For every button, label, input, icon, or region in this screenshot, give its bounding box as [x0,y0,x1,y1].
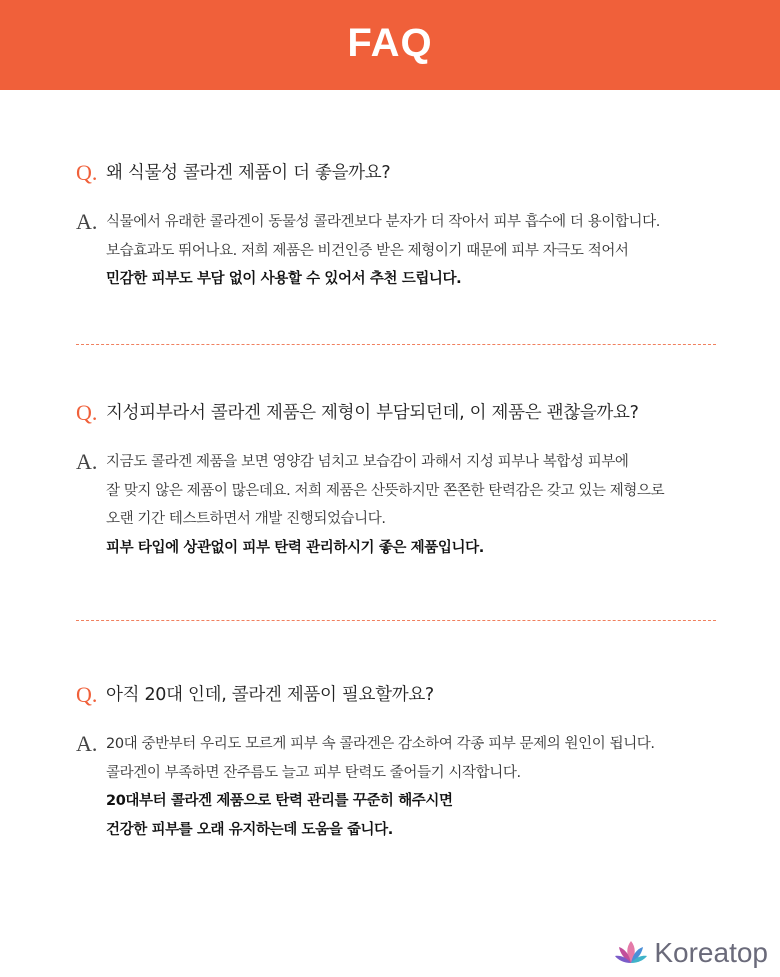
faq-answer-row [76,448,736,562]
answer-mark: A. [76,449,98,474]
question-mark: Q. [76,682,98,707]
answer-line-highlight: 피부 타입에 상관없이 피부 탄력 관리하시기 좋은 제품입니다. [106,539,484,556]
answer-line: 식물에서 유래한 콜라겐이 동물성 콜라겐보다 분자가 더 작아서 피부 흡수에 더 용이합니다. [106,214,660,230]
question-mark: Q. [76,160,98,185]
answer-line: 콜라겐이 부족하면 잔주름도 늘고 피부 탄력도 줄어들기 시작합니다. [106,764,521,781]
faq-question: 아직 20대 인데, 콜라겐 제품이 필요할까요? [106,685,434,705]
lotus-icon [614,939,648,967]
question-mark: Q. [76,400,98,425]
faq-answer [106,448,664,562]
faq-answer-row [76,208,736,294]
faq-item-3 [76,682,736,844]
brand-watermark [614,937,768,969]
section-divider [76,344,716,345]
answer-line-highlight: 20대부터 콜라겐 제품으로 탄력 관리를 꾸준히 해주시면 [106,793,453,809]
answer-line: 보습효과도 뛰어나요. 저희 제품은 비건인증 받은 제형이기 때문에 피부 자극도 적어서 [106,242,629,259]
brand-name: Koreatop [654,937,768,968]
faq-answer-row [76,730,736,844]
faq-question: 왜 식물성 콜라겐 제품이 더 좋을까요? [106,163,391,183]
answer-line: 오랜 기간 테스트하면서 개발 진행되었습니다. [106,511,386,527]
faq-header [0,0,780,90]
faq-answer [106,730,655,844]
faq-answer [106,208,660,294]
answer-mark: A. [76,209,98,234]
answer-line: 20대 중반부터 우리도 모르게 피부 속 콜라겐은 감소하여 각종 피부 문제의 원인이 됩니다. [106,736,655,752]
faq-item-1 [76,160,736,294]
answer-mark: A. [76,731,98,756]
answer-line: 잘 맞지 않은 제품이 많은데요. 저희 제품은 산뜻하지만 쫀쫀한 탄력감은 갖고 있는 제형으로 [106,482,665,499]
faq-question-row [76,160,736,186]
faq-question-row [76,400,736,426]
faq-item-2 [76,400,736,562]
faq-question: 지성피부라서 콜라겐 제품은 제형이 부담되던데, 이 제품은 괜찮을까요? [106,403,639,423]
section-divider [76,620,716,621]
answer-line-highlight: 건강한 피부를 오래 유지하는데 도움을 줍니다. [106,821,393,838]
answer-line: 지금도 콜라겐 제품을 보면 영양감 넘치고 보습감이 과해서 지성 피부나 복합성 피부에 [106,454,629,470]
answer-line-highlight: 민감한 피부도 부담 없이 사용할 수 있어서 추천 드립니다. [106,271,462,287]
page-title: FAQ [347,20,433,65]
faq-question-row [76,682,736,708]
